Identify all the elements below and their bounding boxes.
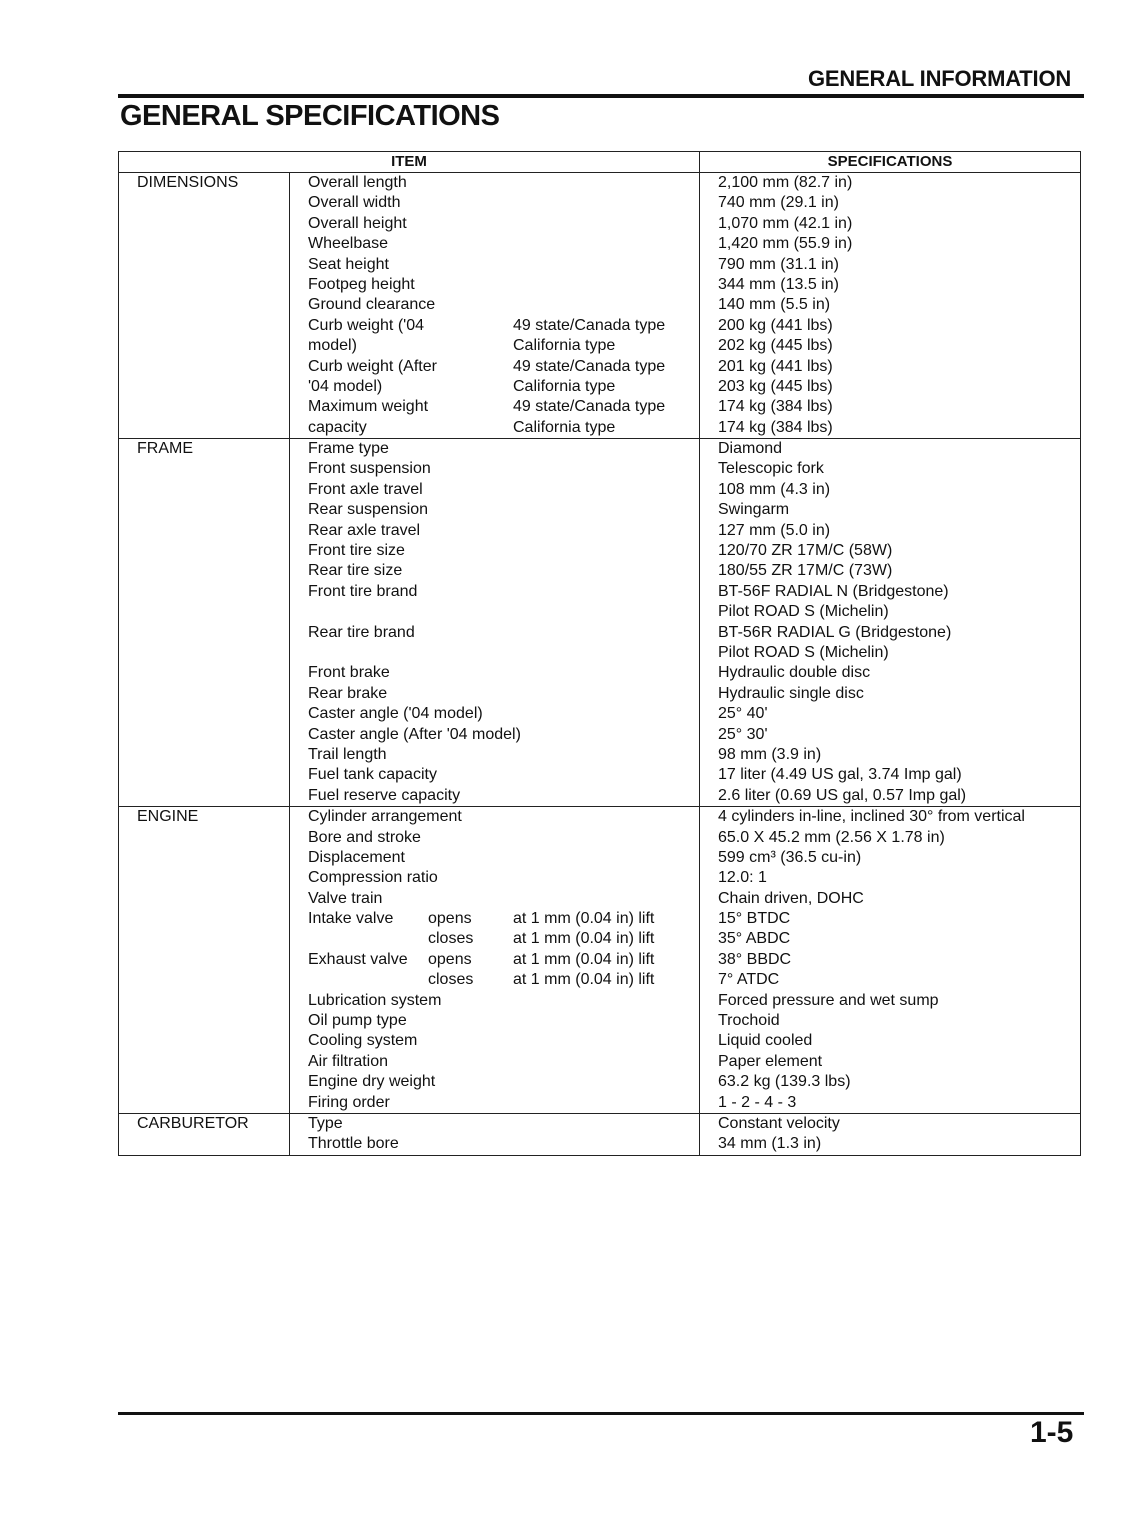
- item-line: [290, 950, 699, 970]
- item-name: Ground clearance: [308, 296, 436, 314]
- item-name: Cylinder arrangement: [308, 808, 462, 826]
- spec-list: [700, 173, 1081, 439]
- item-name: Caster angle ('04 model): [308, 705, 483, 723]
- item-line: [290, 214, 699, 234]
- item-line: [290, 357, 699, 377]
- spec-value: 63.2 kg (139.3 lbs): [718, 1073, 851, 1091]
- spec-value: 140 mm (5.5 in): [718, 296, 831, 314]
- item-name: Intake valve: [308, 910, 394, 928]
- section-header: GENERAL INFORMATION: [808, 66, 1072, 91]
- item-condition: 49 state/Canada type: [513, 316, 666, 334]
- item-line: [290, 1031, 699, 1051]
- spec-value: 1,070 mm (42.1 in): [718, 214, 853, 232]
- item-sub-label: opens: [428, 910, 472, 928]
- category-row-dimensions: [119, 173, 1081, 439]
- item-condition: California type: [513, 337, 616, 355]
- item-name: Overall height: [308, 214, 407, 232]
- spec-value: Paper element: [718, 1052, 823, 1070]
- item-column-header: ITEM: [119, 152, 700, 173]
- spec-value: Forced pressure and wet sump: [718, 991, 939, 1009]
- item-line: [290, 1072, 699, 1092]
- spec-value: 127 mm (5.0 in): [718, 521, 831, 539]
- spec-value: 38° BBDC: [718, 950, 792, 968]
- item-line: [290, 848, 699, 868]
- item-list: [290, 439, 700, 807]
- item-line: [290, 1052, 699, 1072]
- spec-value: 35° ABDC: [718, 930, 791, 948]
- spec-value: 120/70 ZR 17M/C (58W): [718, 542, 893, 560]
- item-name: Wheelbase: [308, 235, 389, 253]
- item-sub-label: opens: [428, 950, 472, 968]
- spec-value: 174 kg (384 lbs): [718, 418, 833, 436]
- spec-value: Pilot ROAD S (Michelin): [718, 643, 889, 661]
- category-name: DIMENSIONS: [137, 174, 239, 191]
- item-condition: at 1 mm (0.04 in) lift: [513, 910, 655, 928]
- item-line: [290, 1011, 699, 1031]
- item-line: [290, 193, 699, 213]
- item-line: [290, 807, 699, 827]
- item-line: [290, 970, 699, 990]
- item-line: [290, 1093, 699, 1113]
- spec-value: 108 mm (4.3 in): [718, 480, 831, 498]
- spec-value: Pilot ROAD S (Michelin): [718, 603, 889, 621]
- item-line: [290, 1114, 699, 1134]
- page-title: GENERAL SPECIFICATIONS: [120, 100, 500, 132]
- spec-value: Constant velocity: [718, 1114, 840, 1132]
- item-line: [290, 275, 699, 295]
- item-line: [290, 765, 699, 785]
- item-name: Valve train: [308, 889, 383, 907]
- spec-value: 599 cm³ (36.5 cu-in): [718, 848, 862, 866]
- item-name: Displacement: [308, 848, 405, 866]
- item-line: [290, 684, 699, 704]
- item-line: [290, 377, 699, 397]
- spec-value: Hydraulic double disc: [718, 664, 871, 682]
- spec-value: 4 cylinders in-line, inclined 30° from vertical: [718, 808, 1025, 826]
- item-name: Fuel reserve capacity: [308, 786, 461, 804]
- item-name: Curb weight ('04: [308, 316, 424, 334]
- item-line: [290, 582, 699, 602]
- item-name: Engine dry weight: [308, 1073, 436, 1091]
- item-line: [290, 868, 699, 888]
- spec-value: 25° 30': [718, 725, 768, 743]
- spec-value: 201 kg (441 lbs): [718, 357, 833, 375]
- item-list: [290, 173, 700, 439]
- item-line: [290, 704, 699, 724]
- item-condition: 49 state/Canada type: [513, 398, 666, 416]
- item-line: [290, 663, 699, 683]
- item-name: Type: [308, 1114, 343, 1132]
- item-name: Exhaust valve: [308, 950, 408, 968]
- item-line: [290, 786, 699, 806]
- item-name: Front tire size: [308, 542, 405, 560]
- spec-value: 7° ATDC: [718, 971, 780, 989]
- spec-value: 1 - 2 - 4 - 3: [718, 1093, 797, 1111]
- item-list: [290, 1113, 700, 1155]
- item-name: Frame type: [308, 440, 389, 458]
- spec-value: 2.6 liter (0.69 US gal, 0.57 Imp gal): [718, 786, 967, 804]
- item-line: [290, 255, 699, 275]
- table-header-row: [119, 152, 1081, 173]
- item-name: Fuel tank capacity: [308, 766, 437, 784]
- spec-value: 344 mm (13.5 in): [718, 275, 839, 293]
- category-row-engine: [119, 807, 1081, 1114]
- spec-value: 202 kg (445 lbs): [718, 337, 833, 355]
- spec-value: 174 kg (384 lbs): [718, 398, 833, 416]
- item-name: Front tire brand: [308, 582, 418, 600]
- item-line: [290, 234, 699, 254]
- category-row-carburetor: [119, 1113, 1081, 1155]
- category-name: ENGINE: [137, 808, 199, 826]
- item-list: [290, 807, 700, 1114]
- item-line: [290, 439, 699, 459]
- specifications-column-header: SPECIFICATIONS: [700, 152, 1081, 173]
- item-line: [290, 397, 699, 417]
- item-line: [290, 459, 699, 479]
- item-condition: California type: [513, 418, 616, 436]
- item-line: [290, 480, 699, 500]
- category-name: CARBURETOR: [137, 1114, 249, 1132]
- item-name: Front suspension: [308, 460, 431, 478]
- spec-value: 98 mm (3.9 in): [718, 745, 822, 763]
- item-line: [290, 828, 699, 848]
- item-sub-label: closes: [428, 930, 474, 948]
- item-line: [290, 623, 699, 643]
- item-name: capacity: [308, 418, 367, 436]
- category-label: [119, 439, 290, 807]
- spec-list: [700, 1113, 1081, 1155]
- spec-value: BT-56R RADIAL G (Bridgestone): [718, 623, 952, 641]
- item-name: Maximum weight: [308, 398, 429, 416]
- spec-value: 17 liter (4.49 US gal, 3.74 Imp gal): [718, 766, 962, 784]
- item-name: Curb weight (After: [308, 357, 437, 375]
- item-condition: at 1 mm (0.04 in) lift: [513, 971, 655, 989]
- item-line: [290, 1134, 699, 1154]
- item-name: Seat height: [308, 255, 389, 273]
- item-name: Footpeg height: [308, 275, 415, 293]
- item-condition: at 1 mm (0.04 in) lift: [513, 930, 655, 948]
- spec-value: 15° BTDC: [718, 910, 791, 928]
- item-line: [290, 173, 699, 193]
- item-name: Caster angle (After '04 model): [308, 725, 521, 743]
- item-condition: California type: [513, 377, 616, 395]
- item-line: [290, 521, 699, 541]
- footer-rule: [118, 1412, 1084, 1415]
- item-line: [290, 561, 699, 581]
- item-line: [290, 889, 699, 909]
- item-sub-label: closes: [428, 971, 474, 989]
- item-name: Overall length: [308, 174, 407, 191]
- item-name: Rear brake: [308, 684, 388, 702]
- spec-value: 12.0: 1: [718, 869, 767, 887]
- spec-value: Telescopic fork: [718, 460, 824, 478]
- spec-value: 180/55 ZR 17M/C (73W): [718, 562, 893, 580]
- item-name: Oil pump type: [308, 1012, 407, 1030]
- item-line: [290, 295, 699, 315]
- spec-value: 790 mm (31.1 in): [718, 255, 839, 273]
- item-line: [290, 745, 699, 765]
- spec-value: 203 kg (445 lbs): [718, 377, 833, 395]
- item-name: Rear axle travel: [308, 521, 421, 539]
- item-name: Rear suspension: [308, 501, 429, 519]
- item-line: [290, 991, 699, 1011]
- item-line: [290, 500, 699, 520]
- item-name: Cooling system: [308, 1032, 418, 1050]
- spec-value: Liquid cooled: [718, 1032, 813, 1050]
- spec-value: BT-56F RADIAL N (Bridgestone): [718, 582, 949, 600]
- item-name: Front brake: [308, 664, 390, 682]
- category-name: FRAME: [137, 440, 193, 458]
- item-name: Rear tire size: [308, 562, 403, 580]
- spec-value: 34 mm (1.3 in): [718, 1135, 822, 1153]
- item-name: Firing order: [308, 1093, 390, 1111]
- spec-value: Trochoid: [718, 1012, 780, 1030]
- item-line: [290, 643, 699, 663]
- item-line: [290, 602, 699, 622]
- item-name: Air filtration: [308, 1052, 389, 1070]
- spec-list: [700, 439, 1081, 807]
- item-name: model): [308, 337, 357, 355]
- table-body: [119, 173, 1081, 1156]
- item-condition: 49 state/Canada type: [513, 357, 666, 375]
- item-name: Throttle bore: [308, 1135, 399, 1153]
- item-line: [290, 418, 699, 438]
- page-number: 1-5: [1030, 1416, 1074, 1449]
- spec-value: 25° 40': [718, 705, 768, 723]
- item-name: Trail length: [308, 745, 387, 763]
- header-rule: [118, 94, 1084, 98]
- item-name: Bore and stroke: [308, 828, 421, 846]
- item-condition: at 1 mm (0.04 in) lift: [513, 950, 655, 968]
- spec-list: [700, 807, 1081, 1114]
- category-label: [119, 1113, 290, 1155]
- category-label: [119, 807, 290, 1114]
- item-line: [290, 316, 699, 336]
- item-name: Overall width: [308, 194, 401, 212]
- spec-value: 1,420 mm (55.9 in): [718, 235, 853, 253]
- item-name: '04 model): [308, 377, 383, 395]
- spec-value: Swingarm: [718, 501, 790, 519]
- category-label: [119, 173, 290, 439]
- spec-value: 2,100 mm (82.7 in): [718, 174, 853, 191]
- item-name: Front axle travel: [308, 480, 423, 498]
- spec-value: Diamond: [718, 440, 783, 458]
- spec-value: 740 mm (29.1 in): [718, 194, 839, 212]
- item-line: [290, 725, 699, 745]
- item-name: Lubrication system: [308, 991, 442, 1009]
- item-line: [290, 541, 699, 561]
- spec-value: 65.0 X 45.2 mm (2.56 X 1.78 in): [718, 828, 945, 846]
- item-line: [290, 929, 699, 949]
- item-line: [290, 336, 699, 356]
- spec-value: 200 kg (441 lbs): [718, 316, 833, 334]
- spec-value: Hydraulic single disc: [718, 684, 864, 702]
- item-line: [290, 909, 699, 929]
- item-name: Compression ratio: [308, 869, 438, 887]
- specifications-table: [118, 151, 1081, 1156]
- item-name: Rear tire brand: [308, 623, 415, 641]
- spec-value: Chain driven, DOHC: [718, 889, 864, 907]
- category-row-frame: [119, 439, 1081, 807]
